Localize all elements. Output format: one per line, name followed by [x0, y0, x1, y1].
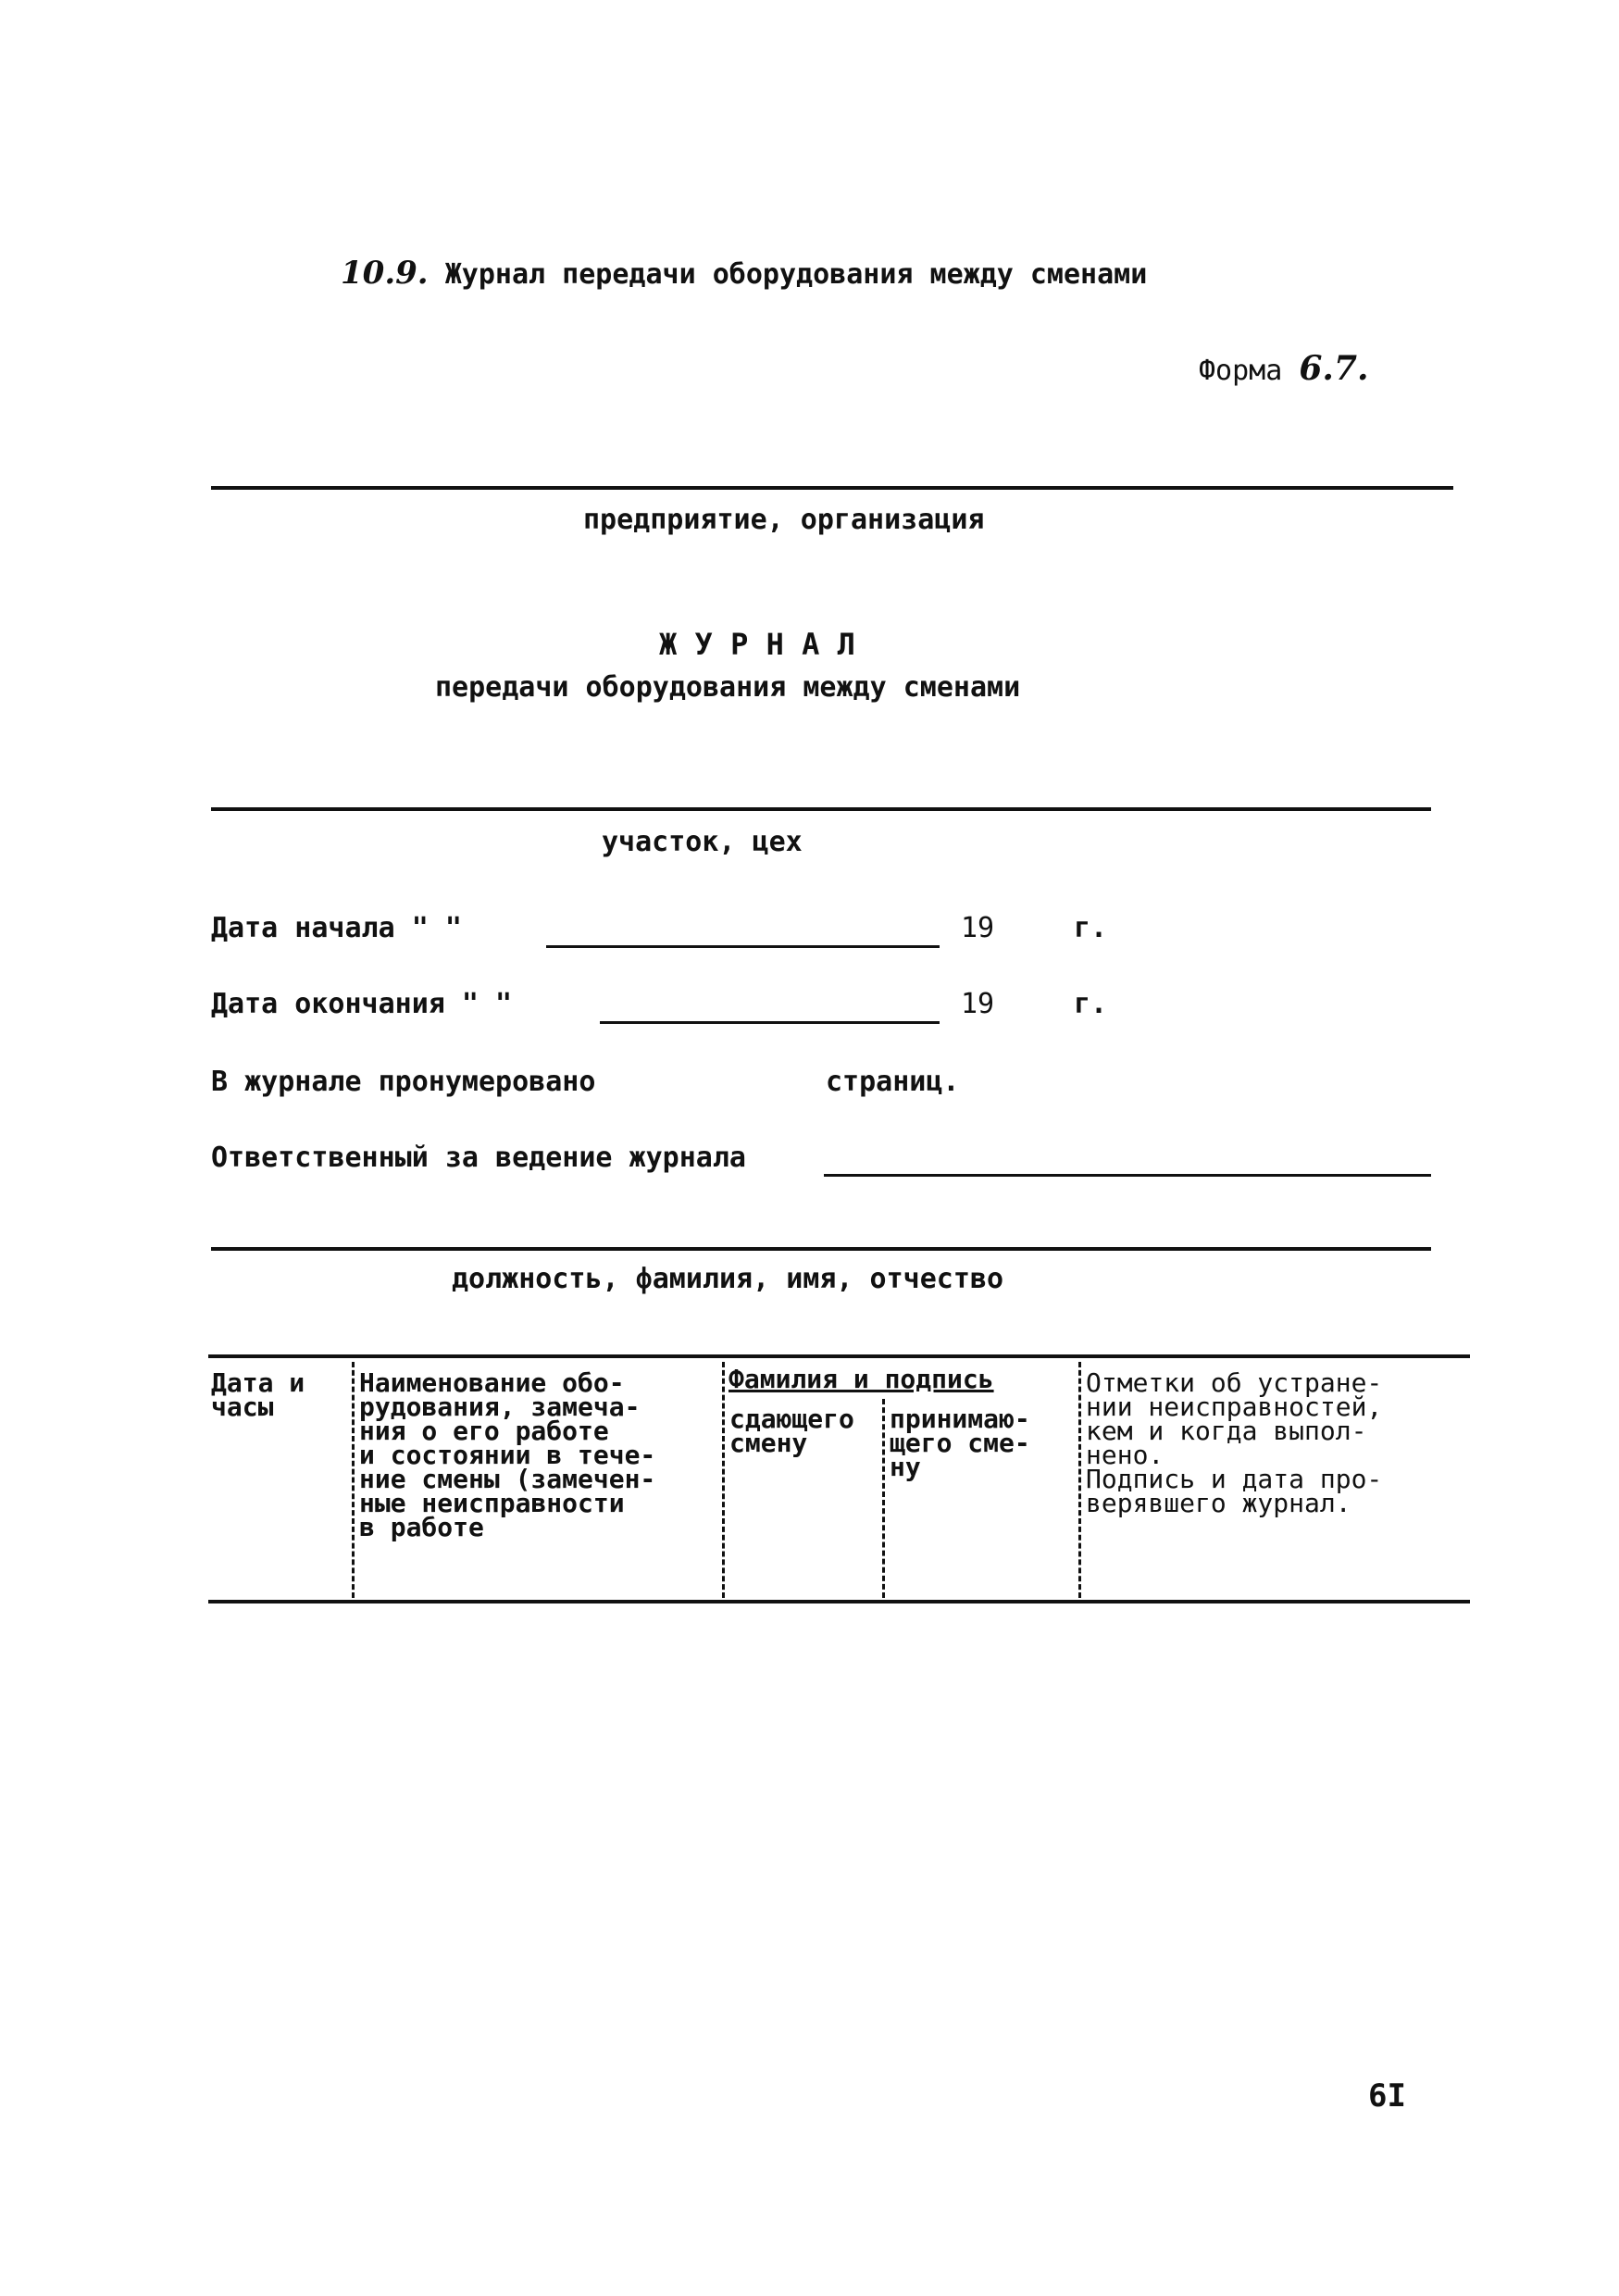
- start-date-label: Дата начала " ": [211, 912, 462, 944]
- person-caption: должность, фамилия, имя, отчество: [452, 1263, 1004, 1295]
- table-bottom-rule: [208, 1600, 1470, 1603]
- section-line: [211, 807, 1431, 811]
- form-number: 6.7.: [1299, 349, 1369, 388]
- responsible-field[interactable]: [824, 1174, 1431, 1177]
- form-label: [1199, 349, 1369, 388]
- end-year: 19: [961, 988, 995, 1020]
- col-divider-3: [882, 1399, 885, 1598]
- header-date-hours: Дата и часы: [211, 1367, 305, 1422]
- person-line: [211, 1247, 1431, 1251]
- header-receiving: принимаю- щего сме- ну: [890, 1404, 1030, 1482]
- col-divider-2: [722, 1362, 725, 1598]
- start-date-field[interactable]: [546, 945, 940, 948]
- responsible-label: Ответственный за ведение журнала: [211, 1142, 746, 1174]
- header-remarks: Отметки об устране- нии неисправностей, кем и когда выпол- нено. Подпись и дата про- верявшего журнал.: [1086, 1367, 1383, 1518]
- journal-table: [208, 1354, 1470, 1604]
- start-year-suffix: г.: [1074, 912, 1108, 944]
- section-heading: [341, 255, 1148, 292]
- enterprise-caption: предприятие, организация: [583, 504, 985, 536]
- section-number: 10.9.: [341, 255, 429, 292]
- form-label-prefix: Форма: [1199, 355, 1283, 387]
- end-year-suffix: г.: [1074, 988, 1108, 1020]
- table-top-rule: [208, 1354, 1470, 1358]
- start-year: 19: [961, 912, 995, 944]
- col-divider-4: [1078, 1362, 1081, 1598]
- col-divider-1: [352, 1362, 355, 1598]
- header-equipment: Наименование обо- рудования, замеча- ния о его работе и состоянии в тече- ние смены (замечен- ные неисправности в работе: [359, 1367, 656, 1542]
- end-date-field[interactable]: [600, 1021, 940, 1024]
- header-name-signature: Фамилия и подпись: [729, 1364, 994, 1394]
- journal-subtitle: передачи оборудования между сменами: [435, 671, 1021, 704]
- end-date-label: Дата окончания " ": [211, 988, 513, 1020]
- enterprise-line: [211, 486, 1453, 490]
- page-number: 6I: [1368, 2078, 1406, 2115]
- pages-suffix: страниц.: [826, 1066, 960, 1098]
- section-caption: участок, цех: [602, 826, 803, 858]
- journal-title: Ж У Р Н А Л: [659, 627, 855, 662]
- section-title: Журнал передачи оборудования между сменами: [444, 258, 1148, 291]
- pages-label: В журнале пронумеровано: [211, 1066, 596, 1098]
- header-handing-over: сдающего смену: [729, 1404, 854, 1458]
